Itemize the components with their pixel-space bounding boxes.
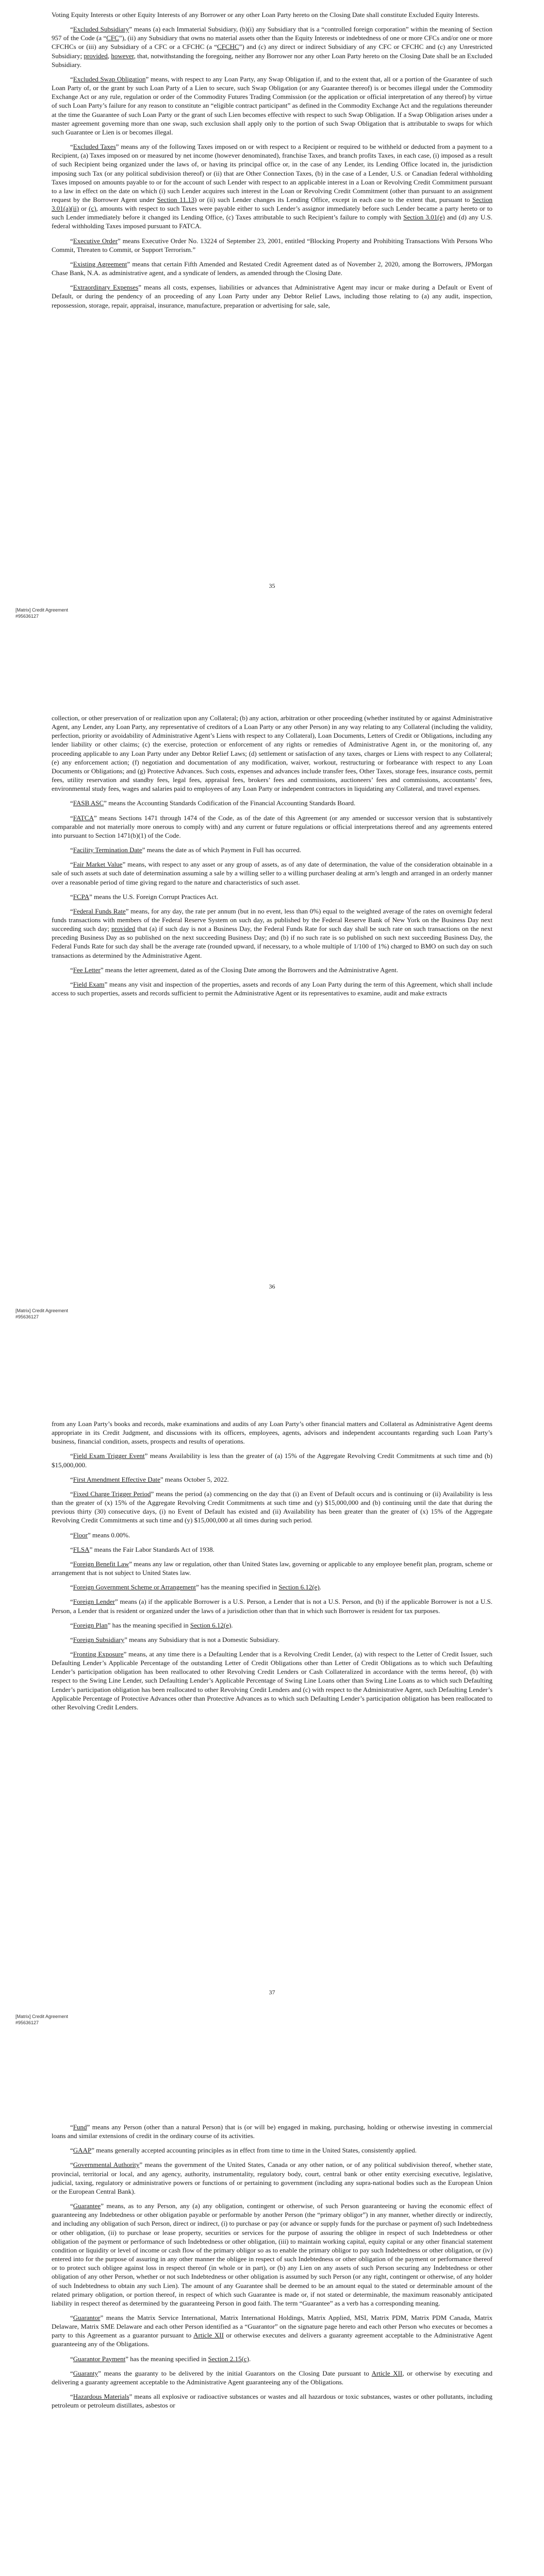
term: Fee Letter xyxy=(73,965,101,974)
definition-fee-letter: “Fee Letter” means the letter agreement, dated as of the Closing Date among the Borrowers and the Administrative Agent. xyxy=(70,965,399,974)
definition-facility-termination-date: “Facility Termination Date” means the date as of which Payment in Full has occurred. xyxy=(70,846,301,854)
definition-fronting-exposure: “Fronting Exposure” means, at any time there is a Defaulting Lender that is a Revolving Credit Lender, (a) with respect to the Letter of Credit Issuer, such Defaulting Lender’s Applicable Percentage of the outstanding Letter of Credit Obligations other than Letter of Credit Obligations as to which such Defaulting Lender’s participation obligation has been reallocated to other Revolving Credit Lenders or Cash Collateralized in accordance with the terms hereof, (b) with respect to the Swing Line Lender, such Defaulting Lender’s Applicable Percentage of Swing Line Loans other than Swing Line Loans as to which such Defaulting Lender’s participation obligation has been reallocated to other Revolving Credit Lenders and (c) with respect to the Administrative Agent, such Defaulting Lender’s Applicable Percentage of Protective Advances other than Protective Advances as to which such Defaulting Lender’s participation obligation has been reallocated to other Revolving Credit Lenders. xyxy=(52,1650,492,1711)
definition-floor: “Floor” means 0.00%. xyxy=(70,1531,130,1539)
term: Floor xyxy=(73,1531,88,1539)
term: GAAP xyxy=(73,2146,92,2155)
definition-foreign-benefit-law: “Foreign Benefit Law” means any law or regulation, other than United States law, governing or applicable to any employee benefit plan, program, scheme or arrangement that is not subject to United States law. xyxy=(52,1560,492,1577)
term: Executive Order xyxy=(73,236,118,245)
term: Foreign Lender xyxy=(73,1598,115,1606)
page-36-body xyxy=(0,714,544,1003)
definition-flsa: “FLSA” means the Fair Labor Standards Act of 1938. xyxy=(70,1545,215,1553)
page-number: 36 xyxy=(269,1283,275,1290)
term: FATCA xyxy=(73,814,94,822)
definition-fasb-asc: “FASB ASC” means the Accounting Standards Codification of the Financial Accounting Standards Board. xyxy=(70,799,356,807)
definition-fcpa: “FCPA” means the U.S. Foreign Corrupt Practices Act. xyxy=(70,892,218,901)
definition-governmental-authority: “Governmental Authority” means the government of the United States, Canada or any other nation, or of any political subdivision thereof, whether state, provincial, territorial or local, and any agency, authority, instrumentality, regulatory body, court, central bank or other entity exercising executive, legislative, judicial, taxing, regulatory or administrative powers or functions of or pertaining to government (including any supra-national bodies such as the European Union or the European Central Bank). xyxy=(52,2161,493,2195)
definition-federal-funds-rate: “Federal Funds Rate” means, for any day, the rate per annum (but in no event, less than 0%) equal to the weighted average of the rates on overnight federal funds transactions with members of the Federal Reserve System on such day, as published by the Federal Reserve Bank of New York on the Business Day next succeeding such day; provided that (a) if such day is not a Business Day, the Federal Funds Rate for such day shall be such rate on such transactions on the next preceding Business Day as so published on the next succeeding Business Day; and (b) if no such rate is so published on such next succeeding Business Day, the Federal Funds Rate for such day shall be the average rate (rounded upward, if necessary, to a whole multiple of 1/100 of 1%) charged to BMO on such day on such transactions as determined by the Administrative Agent. xyxy=(52,907,493,959)
definition-hazardous-materials: “Hazardous Materials” means all explosive or radioactive substances or wastes and all hazardous or toxic substances, wastes or other pollutants, including petroleum or petroleum distillates, asbestos or xyxy=(52,2393,493,2410)
term: Field Exam xyxy=(73,980,105,988)
term: Existing Agreement xyxy=(73,260,127,268)
term: Field Exam Trigger Event xyxy=(73,1452,145,1460)
definition-guaranty: “Guaranty” means the guaranty to be delivered by the initial Guarantors on the Closing Date pursuant to Article XII, or otherwise by executing and delivering a guaranty agreement acceptable to the Administrative Agent guaranteeing any of the Obligations. xyxy=(52,2369,492,2386)
term: Fronting Exposure xyxy=(73,1650,124,1658)
term: Extraordinary Expenses xyxy=(73,283,139,292)
footer-code: #95636127 xyxy=(15,1314,39,1320)
section-link: (c) xyxy=(89,205,96,213)
page-number: 37 xyxy=(269,1989,275,1996)
term: Guaranty xyxy=(73,2369,98,2377)
definition-existing-agreement: “Existing Agreement” means that certain Fifth Amended and Restated Credit Agreement dated as of November 2, 2020, among the Borrowers, JPMorgan Chase Bank, N.A. as administrative agent, and a syndicate of lenders, as amended through the Closing Date. xyxy=(52,260,492,277)
paragraph-intro: Voting Equity Interests or other Equity Interests of any Borrower or any other Loan Party hereto on the Closing Date shall constitute Excluded Equity Interests. xyxy=(52,11,480,19)
definition-executive-order: “Executive Order” means Executive Order No. 13224 of September 23, 2001, entitled “Blocking Property and Prohibiting Transactions With Persons Who Commit, Threaten to Commit, or Support Terrorism.” xyxy=(52,236,492,253)
term: Hazardous Materials xyxy=(73,2393,129,2401)
definition-gaap: “GAAP” means generally accepted accounting principles as in effect from time to time in the United States, consistently applied. xyxy=(70,2146,417,2155)
term: Excluded Taxes xyxy=(73,143,116,151)
page-footer xyxy=(15,607,68,619)
definition-excluded-swap-obligation: “Excluded Swap Obligation” means, with respect to any Loan Party, any Swap Obligation if, and to the extent that, all or a portion of the Guarantee of such Loan Party of, or the grant by such Loan Party of a Lien to secure, such Swap Obligation (or any Guarantee thereof) is or becomes illegal under the Commodity Exchange Act or any rule, regulation or order of the Commodity Futures Trading Commission (or the application or official interpretation of any thereof) by virtue of such Loan Party’s failure for any reason to constitute an “eligible contract participant” as defined in the Commodity Exchange Act and the regulations thereunder at the time the Guarantee of such Loan Party or the grant of such Lien becomes effective with respect to such Swap Obligation. If a Swap Obligation arises under a master agreement governing more than one swap, such exclusion shall apply only to the portion of such Swap Obligation that is attributable to swaps for which such Guarantee or Lien is or becomes illegal. xyxy=(52,75,492,136)
term: Fund xyxy=(73,2123,87,2131)
paragraph-continuation: collection, or other preservation of or realization upon any Collateral; (b) any action, arbitration or other proceeding (whether instituted by or against Administrative Agent, any Lender, any Loan Party, any representative of creditors of a Loan Party or any other Person) in any way relating to any Collateral (including the validity, perfection, priority or avoidability of Administrative Agent’s Liens with respect to any Collateral), Loan Documents, Letters of Credit or Obligations, including any lender liability or other claims; (c) the exercise, protection or enforcement of any rights or remedies of Administrative Agent in, or the monitoring of, any proceeding applicable to any Loan Party under any Debtor Relief Laws; (d) settlement or satisfaction of any taxes, charges or Liens with respect to any Collateral; (e) any enforcement action; (f) negotiation and documentation of any modification, waiver, workout, restructuring or forbearance with respect to any Loan Documents or Obligations; and (g) Protective Advances. Such costs, expenses and advances include transfer fees, Other Taxes, storage fees, insurance costs, permit fees, utility reservation and standby fees, legal fees, appraisal fees, brokers’ fees and commissions, auctioneers’ fees and commissions, accountants’ fees, environmental study fees, wages and salaries paid to employees of any Loan Party or independent contractors in liquidating any Collateral, and travel expenses. xyxy=(52,714,492,793)
section-link: Article XII xyxy=(193,2331,224,2340)
term: FCPA xyxy=(73,892,90,901)
definition-foreign-lender: “Foreign Lender” means (a) if the applicable Borrower is a U.S. Person, a Lender that is not a U.S. Person, and (b) if the applicable Borrower is not a U.S. Person, a Lender that is resident or organized under the laws of a jurisdiction other than that in which such Borrower is resident for tax purposes. xyxy=(52,1598,492,1615)
definition-fair-market-value: “Fair Market Value” means, with respect to any asset or any group of assets, as of any date of determination, the value of the consideration obtainable in a sale of such assets at such date of determination assuming a sale by a willing seller to a willing purchaser dealing at arm’s length and arranged in an orderly manner over a reasonable period of time giving regard to the nature and characteristics of such asset. xyxy=(52,860,492,886)
section-link: Article XII xyxy=(371,2369,403,2377)
section-link: Section 11.13 xyxy=(157,195,195,204)
term: Facility Termination Date xyxy=(73,846,142,854)
definition-fixed-charge-trigger-period: “Fixed Charge Trigger Period” means the period (a) commencing on the day that (i) an Event of Default occurs and is continuing or (ii) Availability is less than the greater of (x) 15% of the Aggregate Revolving Credit Commitments at such time and (y) $15,000,000 and (b) continuing until the date that during the previous thirty (30) consecutive days, (i) no Event of Default has existed and (ii) Availability has been greater than the greater of (x) 15% of the Aggregate Revolving Credit Commitments at such time and (y) $15,000,000 at all times during such period. xyxy=(52,1489,492,1524)
paragraph-continuation: from any Loan Party’s books and records, make examinations and audits of any Loan Party’s other financial matters and Collateral as Administrative Agent deems appropriate in its Credit Judgment, and discussions with its officers, employees, agents, advisors and independent accountants regarding such Loan Party’s business, financial condition, assets, prospects and results of operations. xyxy=(52,1420,492,1446)
footer-title: [Matrix] Credit Agreement xyxy=(15,607,69,613)
term: Governmental Authority xyxy=(73,2161,140,2169)
section-link: Section 3.01(e) xyxy=(403,213,445,222)
footer-code: #95636127 xyxy=(15,614,39,619)
section-link: Section 2.15(c) xyxy=(208,2354,249,2363)
term: Guarantor Payment xyxy=(73,2354,126,2363)
footer-title: [Matrix] Credit Agreement xyxy=(15,2014,69,2019)
term: FASB ASC xyxy=(73,799,104,807)
definition-guarantor: “Guarantor” means the Matrix Service International, Matrix International Holdings, Matrix Applied, MSI, Matrix PDM, Matrix PDM Canada, Matrix Delaware, Matrix SME Delaware and each other Person identified as a “Guarantor” on the signature page hereto and each other Person who executes or becomes a party to this Agreement as a guarantor pursuant to Article XII or otherwise executes and delivers a guaranty agreement acceptable to the Administrative Agent guaranteeing any of the Obligations. xyxy=(52,2313,492,2348)
definition-fatca: “FATCA” means Sections 1471 through 1474 of the Code, as of the date of this Agreement (or any amended or successor version that is substantively comparable and not materially more onerous to comply with) and any current or future regulations or official interpretations thereof and any agreements entered into pursuant to Section 1471(b)(1) of the Code. xyxy=(52,814,492,839)
term: Foreign Subsidiary xyxy=(73,1635,125,1643)
term: First Amendment Effective Date xyxy=(73,1475,160,1483)
page-35-body xyxy=(0,10,544,315)
definition-guarantee: “Guarantee” means, as to any Person, any (a) any obligation, contingent or otherwise, of such Person guaranteeing or having the economic effect of guaranteeing any Indebtedness or other obligation payable or performable by another Person (the “primary obligor”) in any manner, whether directly or indirectly, and including any obligation of such Person, direct or indirect, (i) to purchase or pay (or advance or supply funds for the purchase or payment of) such Indebtedness or other obligation, (ii) to purchase or lease property, securities or services for the purpose of assuring the obligee in respect of such Indebtedness or other obligation of the payment or performance of such Indebtedness or other obligation, (iii) to maintain working capital, equity capital or any other financial statement condition or liquidity or level of income or cash flow of the primary obligor so as to enable the primary obligor to pay such Indebtedness or other obligation, or (iv) entered into for the purpose of assuring in any other manner the obligee in respect of such Indebtedness or other obligation of the payment or performance thereof or to protect such obligee against loss in respect thereof (in whole or in part), or (b) any Lien on any assets of such Person securing any Indebtedness or other obligation of any other Person, whether or not such Indebtedness or other obligation is assumed by such Person (or any right, contingent or otherwise, of any holder of such Indebtedness to obtain any such Lien). The amount of any Guarantee shall be deemed to be an amount equal to the stated or determinable amount of the related primary obligation, or portion thereof, in respect of which such Guarantee is made or, if not stated or determinable, the maximum reasonably anticipated liability in respect thereof as determined by the guaranteeing Person in good faith. The term “Guarantee” as a verb has a corresponding meaning. xyxy=(52,2202,492,2307)
term: Excluded Swap Obligation xyxy=(73,75,146,83)
definition-fund: “Fund” means any Person (other than a natural Person) that is (or will be) engaged in making, purchasing, holding or otherwise investing in commercial loans and similar extensions of credit in the ordinary course of its activities. xyxy=(52,2123,492,2140)
definition-guarantor-payment: “Guarantor Payment” has the meaning specified in Section 2.15(c). xyxy=(70,2354,251,2363)
footer-code: #95636127 xyxy=(15,2020,39,2026)
page-37-body xyxy=(0,1419,544,1717)
definition-foreign-plan: “Foreign Plan” has the meaning specified in Section 6.12(e). xyxy=(70,1621,233,1629)
term: Fixed Charge Trigger Period xyxy=(73,1489,151,1498)
term: Fair Market Value xyxy=(73,860,123,869)
term: Foreign Government Scheme or Arrangement xyxy=(73,1583,196,1591)
definition-field-exam: “Field Exam” means any visit and inspection of the properties, assets and records of any Loan Party during the term of this Agreement, which shall include access to such properties, assets and records sufficient to permit the Administrative Agent or its representatives to examine, audit and make extracts xyxy=(52,980,493,997)
page-38-body xyxy=(0,2123,544,2415)
footer-title: [Matrix] Credit Agreement xyxy=(15,1308,69,1313)
section-link: Section 6.12(e) xyxy=(190,1621,232,1629)
definition-extraordinary-expenses: “Extraordinary Expenses” means all costs, expenses, liabilities or advances that Administrative Agent may incur or make during a Default or Event of Default, or during the pendency of an proceeding of any Loan Party under any Debtor Relief Laws, including those relating to (a) any audit, inspection, repossession, storage, repair, appraisal, insurance, manufacture, preparation or advertising for sale, sale, xyxy=(52,283,492,309)
page-footer xyxy=(15,2013,68,2026)
definition-excluded-subsidiary: “Excluded Subsidiary” means (a) each Immaterial Subsidiary, (b)(i) any Subsidiary that is a “controlled foreign corporation” within the meaning of Section 957 of the Code (a “CFC”), (ii) any Subsidiary that owns no material assets other than the Equity Interests or indebtedness of one or more CFCs and/or one or more CFCHCs or (iii) any Subsidiary of a CFC or a CFCHC (a “CFCHC”) and (c) any direct or indirect Subsidiary of any CFC or CFCHC and (c) any Unrestricted Subsidiary; provided, however, that, notwithstanding the foregoing, neither any Borrower nor any other Loan Party hereto on the Closing Date shall be an Excluded Subsidiary. xyxy=(52,25,492,69)
definition-foreign-government-scheme: “Foreign Government Scheme or Arrangement” has the meaning specified in Section 6.12(e). xyxy=(70,1583,321,1591)
definition-field-exam-trigger-event: “Field Exam Trigger Event” means Availability is less than the greater of (a) 15% of the Aggregate Revolving Credit Commitments at such time and (b) $15,000,000. xyxy=(52,1452,492,1469)
page-footer xyxy=(15,1308,68,1320)
term: Foreign Plan xyxy=(73,1621,108,1629)
section-link: Section 3.01(a)(ii) xyxy=(52,195,493,213)
definition-first-amendment-effective-date: “First Amendment Effective Date” means October 5, 2022. xyxy=(70,1475,229,1483)
definition-foreign-subsidiary: “Foreign Subsidiary” means any Subsidiary that is not a Domestic Subsidiary. xyxy=(70,1635,280,1643)
term: Guarantor xyxy=(73,2313,101,2321)
term: FLSA xyxy=(73,1545,90,1553)
page-number: 35 xyxy=(269,582,275,589)
definition-excluded-taxes: “Excluded Taxes” means any of the following Taxes imposed on or with respect to a Recipient or required to be withheld or deducted from a payment to a Recipient, (a) Taxes imposed on or measured by net income (however denominated), franchise Taxes, and branch profits Taxes, in each case, (i) imposed as a result of such Recipient being organized under the laws of, or having its principal office or, in the case of any Lender, its Lending Office located in, the jurisdiction imposing such Tax (or any political subdivision thereof) or (ii) that are Other Connection Taxes, (b) in the case of a Lender, U.S. or Canadian federal withholding Taxes imposed on amounts payable to or for the account of such Lender with respect to an applicable interest in a Loan or Revolving Credit Commitment pursuant to a law in effect on the date on which (i) such Lender acquires such interest in the Loan or Revolving Credit Commitment (other than pursuant to an assignment request by the Borrower Agent under Section 11.13) or (ii) such Lender changes its Lending Office, except in each case to the extent that, pursuant to Section 3.01(a)(ii) or (c), amounts with respect to such Taxes were payable either to such Lender’s assignor immediately before such Lender became a party hereto or to such Lender immediately before it changed its Lending Office, (c) Taxes attributable to such Recipient’s failure to comply with Section 3.01(e) and (d) any U.S. federal withholding Taxes imposed pursuant to FATCA. xyxy=(52,143,493,230)
section-link: Section 6.12(e) xyxy=(278,1583,320,1591)
term: Guarantee xyxy=(73,2202,101,2210)
term: Federal Funds Rate xyxy=(73,907,126,915)
term: Foreign Benefit Law xyxy=(73,1560,129,1568)
term: Excluded Subsidiary xyxy=(73,25,129,33)
